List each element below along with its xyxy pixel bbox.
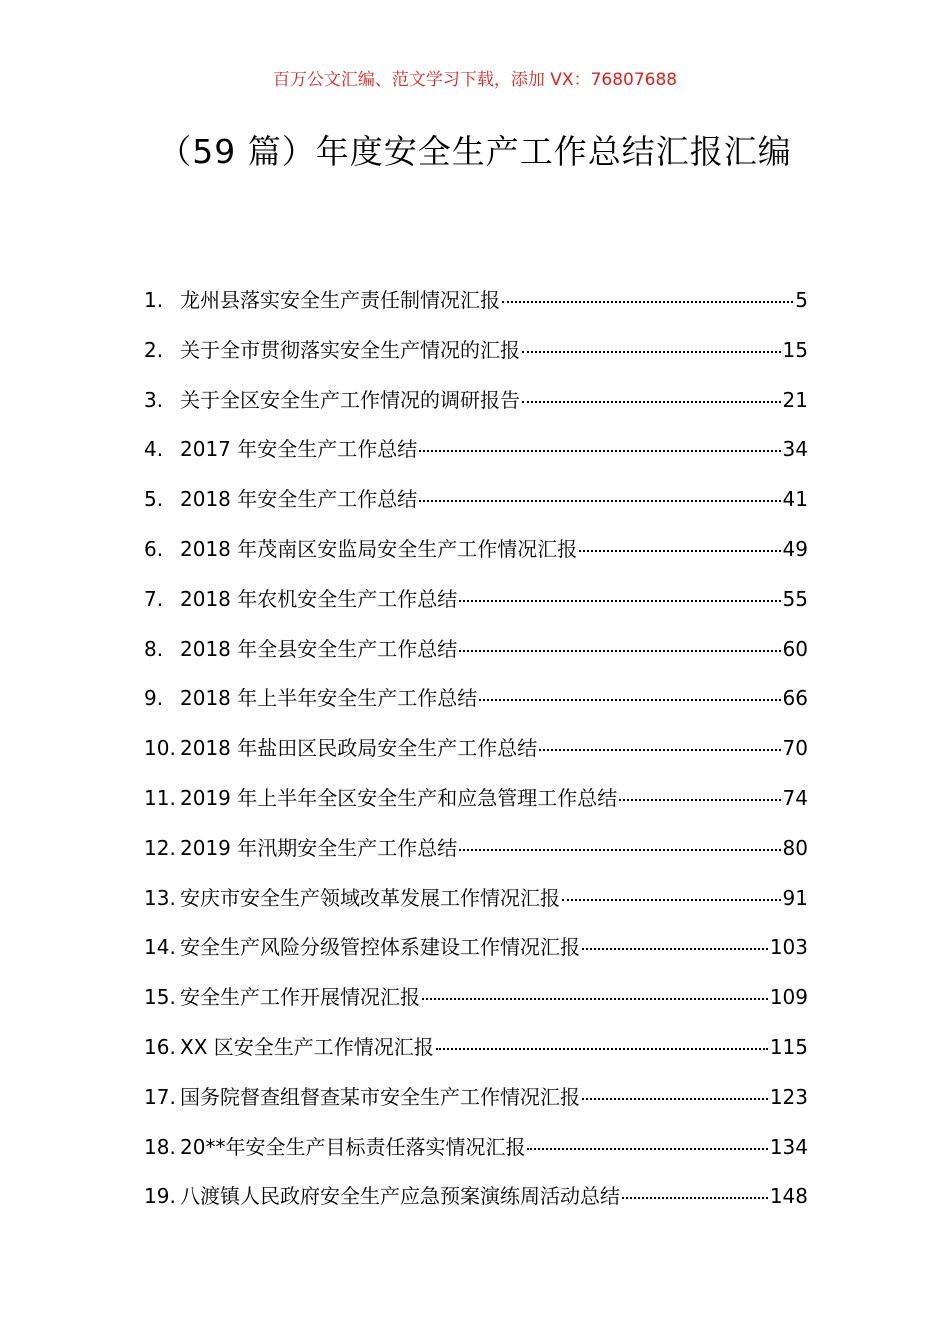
toc-entry-number: 5. bbox=[144, 487, 164, 512]
toc-entry[interactable] bbox=[144, 1178, 808, 1228]
toc-entry[interactable] bbox=[144, 880, 808, 930]
toc-dot-leader bbox=[436, 1047, 768, 1050]
toc-entry-number: 16. bbox=[144, 1034, 176, 1059]
toc-entry[interactable] bbox=[144, 929, 808, 979]
toc-entry-page: 80 bbox=[782, 835, 808, 860]
toc-entry-number: 4. bbox=[144, 437, 164, 462]
toc-entry-title: 八渡镇人民政府安全生产应急预案演练周活动总结 bbox=[180, 1184, 620, 1209]
toc-entry-title: 2017 年安全生产工作总结 bbox=[180, 437, 418, 462]
toc-dot-leader bbox=[459, 599, 780, 602]
toc-dot-leader bbox=[562, 898, 781, 901]
toc-entry-page: 134 bbox=[769, 1134, 808, 1159]
toc-entry-title: 2019 年汛期安全生产工作总结 bbox=[180, 835, 458, 860]
toc-entry-page: 60 bbox=[782, 636, 808, 661]
toc-entry-page: 74 bbox=[782, 785, 808, 810]
toc-dot-leader bbox=[419, 449, 780, 452]
toc-entry[interactable] bbox=[144, 431, 808, 481]
toc-entry-page: 109 bbox=[769, 985, 808, 1010]
toc-entry-title: 安全生产工作开展情况汇报 bbox=[180, 985, 420, 1010]
toc-dot-leader bbox=[619, 798, 780, 801]
toc-entry-number: 14. bbox=[144, 935, 176, 960]
toc-entry-number: 9. bbox=[144, 686, 164, 711]
toc-dot-leader bbox=[522, 350, 781, 353]
toc-dot-leader bbox=[522, 400, 781, 403]
toc-entry[interactable] bbox=[144, 680, 808, 730]
toc-dot-leader bbox=[459, 848, 780, 851]
toc-entry-number: 1. bbox=[144, 288, 164, 312]
header-note: 百万公文汇编、范文学习下载，添加 VX：76807688 bbox=[272, 70, 678, 90]
toc-entry-title: 龙州县落实安全生产责任制情况汇报 bbox=[180, 288, 500, 312]
toc-entry-title: 安庆市安全生产领域改革发展工作情况汇报 bbox=[180, 885, 560, 910]
toc-entry-page: 15 bbox=[782, 337, 808, 362]
toc-dot-leader bbox=[622, 1196, 768, 1199]
toc-entry[interactable] bbox=[144, 1129, 808, 1179]
toc-entry[interactable] bbox=[144, 830, 808, 880]
toc-entry-page: 49 bbox=[782, 536, 808, 561]
toc-entry-title: 2018 年茂南区安监局安全生产工作情况汇报 bbox=[180, 536, 578, 561]
toc-entry-number: 8. bbox=[144, 636, 164, 661]
toc-entry-page: 21 bbox=[782, 387, 808, 412]
toc-entry-page: 148 bbox=[769, 1184, 808, 1209]
toc-entry-number: 12. bbox=[144, 835, 176, 860]
toc-entry-number: 2. bbox=[144, 337, 164, 362]
toc-entry-page: 70 bbox=[782, 736, 808, 761]
toc-entry[interactable] bbox=[144, 581, 808, 631]
toc-entry-number: 17. bbox=[144, 1084, 176, 1109]
toc-entry[interactable] bbox=[144, 481, 808, 531]
toc-entry[interactable] bbox=[144, 979, 808, 1029]
toc-entry-page: 103 bbox=[769, 935, 808, 960]
toc-entry[interactable] bbox=[144, 730, 808, 780]
toc-dot-leader bbox=[459, 649, 780, 652]
toc-entry-title: 2018 年盐田区民政局安全生产工作总结 bbox=[180, 736, 538, 761]
toc-entry-page: 41 bbox=[782, 487, 808, 512]
toc-dot-leader bbox=[579, 549, 780, 552]
toc-entry-number: 19. bbox=[144, 1184, 176, 1209]
toc-entry-number: 3. bbox=[144, 387, 164, 412]
toc-entry-page: 66 bbox=[782, 686, 808, 711]
toc-dot-leader bbox=[419, 499, 780, 502]
toc-entry-number: 13. bbox=[144, 885, 176, 910]
toc-entry-page: 34 bbox=[782, 437, 808, 462]
toc-entry-title: 安全生产风险分级管控体系建设工作情况汇报 bbox=[180, 935, 580, 960]
toc-entry-title: 2018 年安全生产工作总结 bbox=[180, 487, 418, 512]
document-title: （59 篇）年度安全生产工作总结汇报汇编 bbox=[158, 132, 792, 171]
toc-entry-page: 55 bbox=[782, 586, 808, 611]
toc-entry-title: 国务院督查组督查某市安全生产工作情况汇报 bbox=[180, 1084, 580, 1109]
toc-entry[interactable] bbox=[144, 531, 808, 581]
toc-entry[interactable] bbox=[144, 1029, 808, 1079]
toc-entry[interactable] bbox=[144, 631, 808, 681]
toc-dot-leader bbox=[422, 997, 768, 1000]
toc-entry-number: 15. bbox=[144, 985, 176, 1010]
toc-entry-number: 10. bbox=[144, 736, 176, 761]
toc-entry-page: 91 bbox=[782, 885, 808, 910]
toc-entry-title: 关于全区安全生产工作情况的调研报告 bbox=[180, 387, 520, 412]
toc-entry-number: 6. bbox=[144, 536, 164, 561]
toc-dot-leader bbox=[582, 947, 768, 950]
toc-entry-title: 2018 年农机安全生产工作总结 bbox=[180, 586, 458, 611]
toc-entry-page: 123 bbox=[769, 1084, 808, 1109]
toc-dot-leader bbox=[582, 1097, 768, 1100]
toc-entry[interactable] bbox=[144, 382, 808, 432]
toc-entry-title: 2019 年上半年全区安全生产和应急管理工作总结 bbox=[180, 785, 618, 810]
toc-entry-title: 20**年安全生产目标责任落实情况汇报 bbox=[180, 1134, 526, 1159]
toc-entry[interactable] bbox=[144, 780, 808, 830]
toc-dot-leader bbox=[502, 300, 793, 303]
toc-dot-leader bbox=[479, 698, 780, 701]
toc-entry-page: 115 bbox=[769, 1034, 808, 1059]
toc-entry-title: XX 区安全生产工作情况汇报 bbox=[180, 1034, 434, 1059]
toc-entry[interactable] bbox=[144, 1079, 808, 1129]
table-of-contents bbox=[144, 282, 808, 1228]
toc-entry-title: 2018 年全县安全生产工作总结 bbox=[180, 636, 458, 661]
toc-entry[interactable] bbox=[144, 332, 808, 382]
toc-dot-leader bbox=[539, 748, 780, 751]
toc-entry-title: 关于全市贯彻落实安全生产情况的汇报 bbox=[180, 337, 520, 362]
toc-dot-leader bbox=[527, 1147, 767, 1150]
toc-entry-number: 11. bbox=[144, 785, 176, 810]
toc-entry-number: 7. bbox=[144, 586, 164, 611]
toc-entry-title: 2018 年上半年安全生产工作总结 bbox=[180, 686, 478, 711]
toc-entry-page: 5 bbox=[795, 288, 808, 312]
toc-entry[interactable] bbox=[144, 282, 808, 332]
toc-entry-number: 18. bbox=[144, 1134, 176, 1159]
